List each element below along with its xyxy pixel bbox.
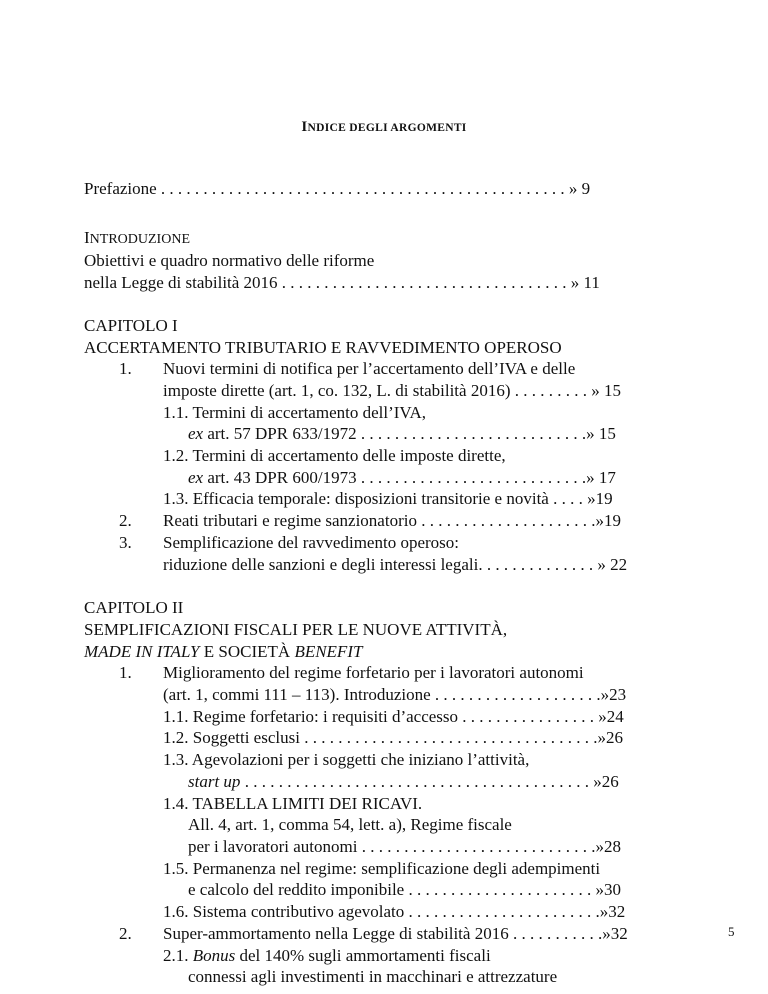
capitolo1-title: ACCERTAMENTO TRIBUTARIO E RAVVEDIMENTO OPEROSO [84,337,562,357]
entry-text: ex art. 57 DPR 633/1972 . . . . . . . . . . . . . . . . . . . . . . . . . . .» 15 [188,424,616,444]
toc-entry-c2-s2-1[interactable] [84,945,644,988]
entry-text: riduzione delle sanzioni e degli interessi legali. . . . . . . . . . . . . . » 22 [163,554,628,574]
entry-text: per i lavoratori autonomi . . . . . . . . . . . . . . . . . . . . . . . . . . . .»28 [188,836,621,856]
introduzione-line1[interactable]: Obiettivi e quadro normativo delle riforme [84,251,375,271]
toc-entry-c2-s1-1[interactable]: 1.1. Regime forfetario: i requisiti d’accesso . . . . . . . . . . . . . . . . »24 [163,706,624,726]
capitolo1-block [84,315,644,575]
entry-text: 2.1. Bonus del 140% sugli ammortamenti fiscali [163,945,491,965]
entry-text: start up . . . . . . . . . . . . . . . . . . . . . . . . . . . . . . . . . . . . . . . . . »26 [188,771,619,791]
entry-text: Super-ammortamento nella Legge di stabilità 2016 . . . . . . . . . . .»32 [163,923,628,943]
entry-text: 1.2. Termini di accertamento delle imposte dirette, [163,446,506,466]
title-initial: I [301,119,308,135]
toc-entry-c2-s1-2[interactable]: 1.2. Soggetti esclusi . . . . . . . . . . . . . . . . . . . . . . . . . . . . . . . . . . .»26 [163,728,623,748]
entry-text: Semplificazione del ravvedimento operoso: [163,532,459,552]
entry-text: Nuovi termini di notifica per l’accertamento dell’IVA e delle [163,359,576,379]
entry-text: (art. 1, commi 111 – 113). Introduzione . . . . . . . . . . . . . . . . . . . .»23 [163,685,627,705]
section-number: 1. [119,663,132,683]
section-number: 1. [119,359,132,379]
entry-text: Reati tributari e regime sanzionatorio . . . . . . . . . . . . . . . . . . . . .»19 [163,511,621,531]
capitolo2-title-line2: MADE IN ITALY E SOCIETÀ BENEFIT [84,641,363,661]
toc-entry-prefazione[interactable]: Prefazione . . . . . . . . . . . . . . . . . . . . . . . . . . . . . . . . . . . . . . . . . . . . . . . . » 9 [84,179,591,198]
entry-text: imposte dirette (art. 1, co. 132, L. di stabilità 2016) . . . . . . . . . » 15 [163,380,621,400]
section-number: 2. [119,511,132,531]
title-rest: NDICE DEGLI ARGOMENTI [307,122,467,134]
entry-text: connessi agli investimenti in macchinari e attrezzature [188,967,558,987]
page-number: 5 [728,924,735,939]
toc-entry-c2-s1-5[interactable] [84,858,644,901]
toc-entry-c1-s1-3[interactable]: 1.3. Efficacia temporale: disposizioni transitorie e novità . . . . »19 [163,489,613,509]
toc-entry-c2-s1-4[interactable] [84,793,644,858]
capitolo2-title-line1: SEMPLIFICAZIONI FISCALI PER LE NUOVE ATTIVITÀ, [84,619,508,639]
entry-text: 1.1. Termini di accertamento dell’IVA, [163,402,427,422]
capitolo1-heading: CAPITOLO I [84,315,178,335]
introduzione-block [84,227,644,294]
introduzione-line2[interactable]: nella Legge di stabilità 2016 . . . . . . . . . . . . . . . . . . . . . . . . . . . . . . . . . . » 11 [84,273,600,293]
toc-entry-c2-s1-6[interactable]: 1.6. Sistema contributivo agevolato . . . . . . . . . . . . . . . . . . . . . . .»32 [163,902,626,922]
entry-text: All. 4, art. 1, comma 54, lett. a), Regime fiscale [188,815,512,835]
toc-entry-c1-s1-2[interactable] [84,445,644,488]
toc-entry-c1-s2[interactable] [84,510,644,532]
toc-entry-c1-s1-1[interactable] [84,402,644,445]
toc-entry-c2-s1-3[interactable] [84,749,644,792]
entry-text: 1.3. Agevolazioni per i soggetti che iniziano l’attività, [163,750,530,770]
entry-text: Miglioramento del regime forfetario per i lavoratori autonomi [163,663,584,683]
introduzione-label: INTRODUZIONE [84,227,190,247]
toc-entry-c2-s2[interactable] [84,923,644,945]
entry-text: ex art. 43 DPR 600/1973 . . . . . . . . . . . . . . . . . . . . . . . . . . .» 17 [188,467,616,487]
capitolo2-heading: CAPITOLO II [84,598,184,618]
table-of-contents [84,178,644,988]
toc-entry-c1-s1[interactable] [84,358,644,401]
toc-entry-c2-s1[interactable] [84,662,644,705]
section-number: 3. [119,532,132,552]
entry-text: e calcolo del reddito imponibile . . . . . . . . . . . . . . . . . . . . . . »30 [188,880,621,900]
toc-entry-c1-s3[interactable] [84,532,644,575]
entry-text: 1.4. TABELLA LIMITI DEI RICAVI. [163,793,423,813]
entry-text: 1.5. Permanenza nel regime: semplificazione degli adempimenti [163,858,601,878]
capitolo2-block [84,597,644,988]
page-title [0,119,768,136]
section-number: 2. [119,923,132,943]
